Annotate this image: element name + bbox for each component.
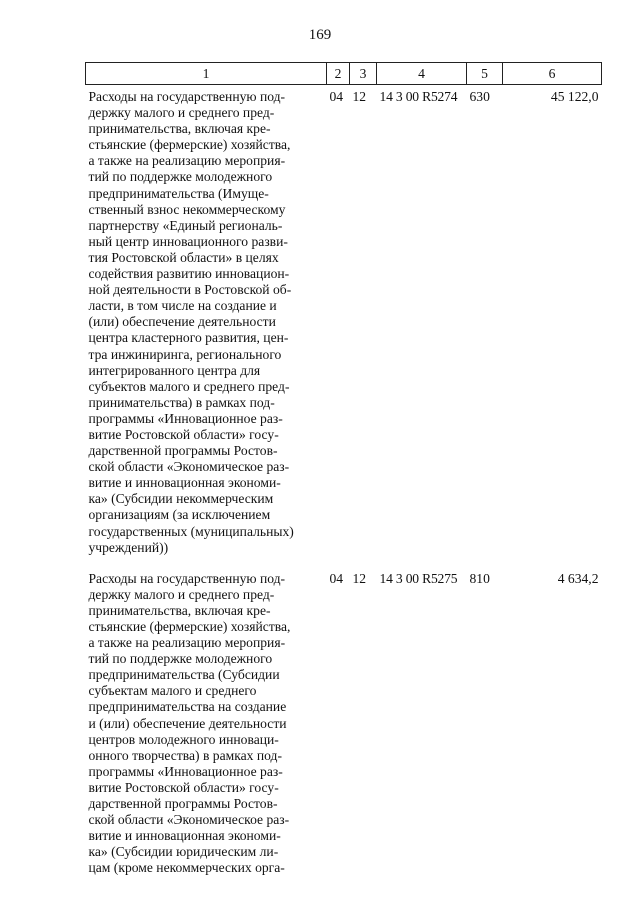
row-description	[86, 85, 327, 567]
description-line: ный центр инновационного разви-	[88, 233, 288, 249]
description-line: предпринимательства (Субсидии	[88, 667, 280, 683]
description-line: содействия развитию инновацион-	[88, 266, 290, 282]
description-line: онного творчества) в рамках под-	[88, 747, 282, 763]
description-line: программы «Инновационное раз-	[88, 410, 283, 426]
description-line: ка» (Субсидии юридическим ли-	[88, 844, 279, 860]
description-line: тра инжиниринга, регионального	[88, 346, 282, 362]
budget-table	[85, 62, 602, 888]
description-line: интегрированного центра для	[88, 362, 261, 378]
description-line: партнерству «Единый региональ-	[88, 217, 283, 233]
description-line: тия Ростовской области» в целях	[88, 249, 279, 265]
row-amount: 4 634,2	[557, 570, 599, 586]
table-row	[86, 567, 602, 888]
description-line: принимательства, включая кре-	[88, 121, 271, 137]
row-subsection-code: 12	[352, 89, 367, 104]
description-line: программы «Инновационное раз-	[88, 763, 283, 779]
row-description	[86, 567, 327, 888]
description-line: центра кластерного развития, цен-	[88, 330, 289, 346]
description-line: дарственной программы Ростов-	[88, 796, 278, 812]
row-subsection-code: 12	[352, 570, 367, 586]
description-line: ской области «Экономическое раз-	[88, 459, 290, 475]
page-number: 169	[308, 27, 332, 43]
description-line: ской области «Экономическое раз-	[88, 812, 290, 828]
description-line: ласти, в том числе на создание и	[88, 298, 277, 314]
table-body	[86, 85, 602, 888]
description-line: стьянские (фермерские) хозяйства,	[88, 137, 291, 153]
description-line: центров молодежного инноваци-	[88, 731, 279, 747]
header-col-4: 4	[377, 63, 467, 85]
description-line: принимательства, включая кре-	[88, 602, 271, 618]
description-line: витие и инновационная экономи-	[88, 475, 281, 491]
row-section-code: 04	[329, 570, 344, 586]
header-col-2: 2	[327, 63, 350, 85]
description-line: ственный взнос некоммерческому	[88, 201, 286, 217]
header-row	[86, 63, 602, 85]
row-expense-type: 810	[469, 570, 490, 586]
description-line: ка» (Субсидии некоммерческим	[88, 491, 274, 507]
header-col-3: 3	[350, 63, 377, 85]
description-line: а также на реализацию мероприя-	[88, 635, 286, 651]
description-line: учреждений))	[88, 539, 169, 555]
description-line: государственных (муниципальных)	[88, 523, 294, 539]
description-line: тий по поддержке молодежного	[88, 169, 273, 185]
description-line: предпринимательства на создание	[88, 699, 287, 715]
description-line: ной деятельности в Ростовской об-	[88, 282, 292, 298]
description-line: стьянские (фермерские) хозяйства,	[88, 619, 291, 634]
description-line: держку малого и среднего пред-	[88, 586, 275, 602]
description-line: принимательства) в рамках под-	[88, 394, 275, 410]
description-line: Расходы на государственную под-	[88, 570, 286, 586]
description-line: субъектам малого и среднего	[88, 683, 257, 699]
description-line: Расходы на государственную под-	[88, 89, 286, 104]
header-col-6: 6	[503, 63, 602, 85]
description-line: витие Ростовской области» госу-	[88, 426, 279, 442]
description-line: и (или) обеспечение деятельности	[88, 715, 287, 731]
description-line: (или) обеспечение деятельности	[88, 314, 276, 330]
description-line: цам (кроме некоммерческих орга-	[88, 860, 285, 876]
row-section-code: 04	[329, 89, 344, 104]
description-line: держку малого и среднего пред-	[88, 105, 275, 121]
row-expense-type: 630	[469, 89, 490, 104]
description-line: витие Ростовской области» госу-	[88, 779, 279, 795]
description-line: тий по поддержке молодежного	[88, 651, 273, 667]
table-header	[86, 63, 602, 85]
row-target-article: 14 3 00 R5274	[379, 89, 458, 104]
header-col-5: 5	[467, 63, 503, 85]
row-amount: 45 122,0	[550, 89, 599, 104]
description-line: организациям (за исключением	[88, 507, 271, 523]
table-row	[86, 85, 602, 567]
description-line: витие и инновационная экономи-	[88, 828, 281, 844]
row-target-article: 14 3 00 R5275	[379, 570, 458, 586]
description-line: дарственной программы Ростов-	[88, 443, 278, 459]
description-line: а также на реализацию мероприя-	[88, 153, 286, 169]
description-line: предпринимательства (Имуще-	[88, 185, 269, 201]
header-col-1: 1	[86, 63, 327, 85]
description-line: субъектов малого и среднего пред-	[88, 378, 290, 394]
